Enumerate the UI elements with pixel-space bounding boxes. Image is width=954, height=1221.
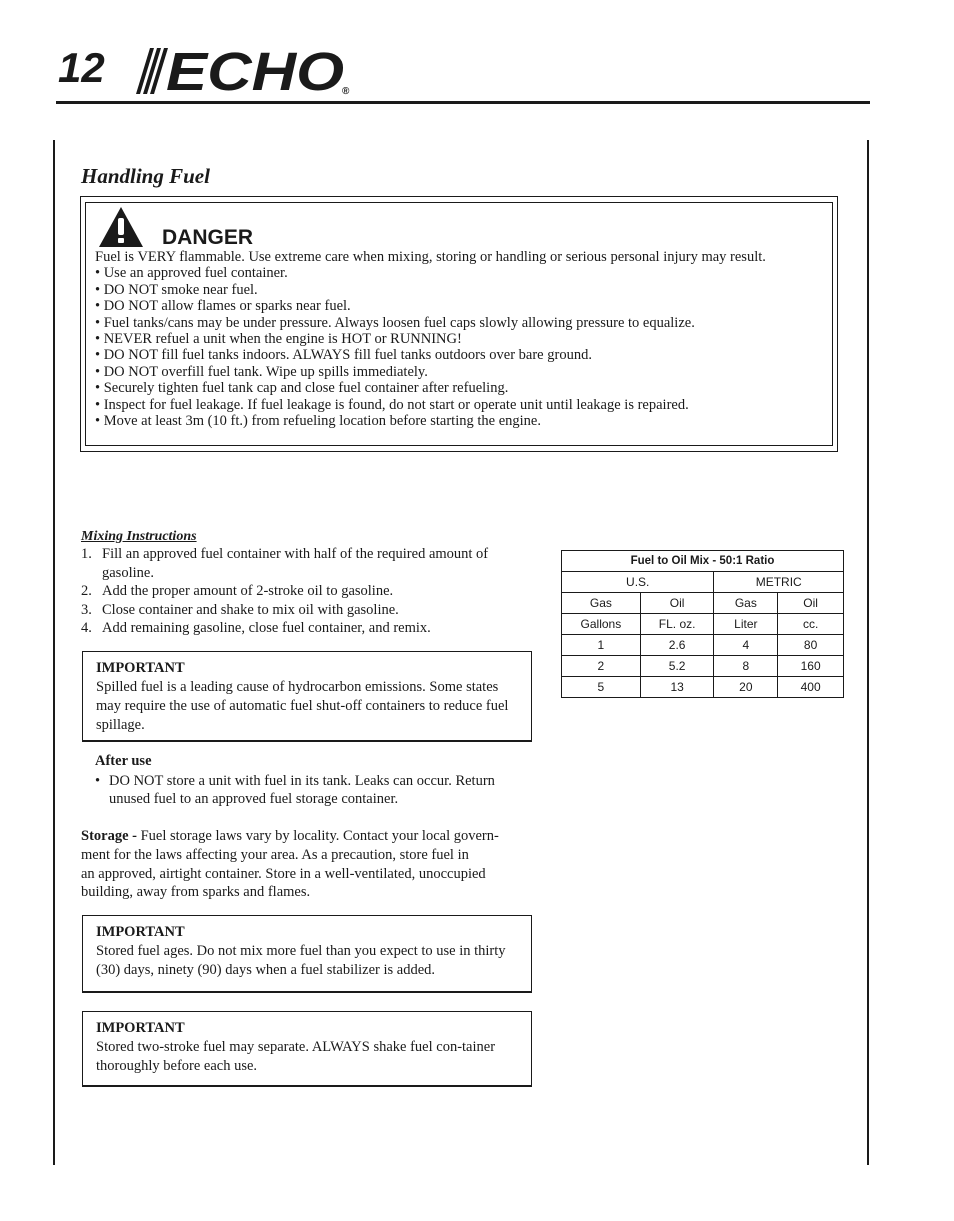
- table-unit: Liter: [714, 614, 778, 635]
- mixing-step: [81, 545, 533, 582]
- step-text: Fill an approved fuel container with half of the required amount of gasoline.: [102, 546, 489, 581]
- after-use-heading: After use: [95, 753, 152, 769]
- step-text: Add the proper amount of 2-stroke oil to gasoline.: [102, 583, 394, 599]
- table-cell: 2.6: [640, 635, 714, 656]
- danger-item: • Move at least 3m (10 ft.) from refueling location before starting the engine.: [95, 413, 827, 429]
- table-cell: 1: [562, 635, 641, 656]
- danger-item: • Use an approved fuel container.: [95, 265, 827, 281]
- after-use-section: [95, 752, 535, 809]
- table-cell: 5: [562, 677, 641, 698]
- step-number: 2.: [81, 583, 92, 599]
- table-row: [562, 677, 844, 698]
- important-text: Spilled fuel is a leading cause of hydrocarbon emissions. Some states may require the use of automatic fuel shut-off containers to reduce fuel spillage.: [96, 679, 509, 733]
- table-cell: 4: [714, 635, 778, 656]
- echo-logo-mark: [120, 44, 352, 96]
- mixing-step: [81, 619, 533, 638]
- mixing-step: [81, 601, 533, 620]
- step-number: 1.: [81, 546, 92, 562]
- left-margin-rule: [53, 140, 55, 1165]
- mixing-step: [81, 582, 533, 601]
- important-heading: IMPORTANT: [96, 1020, 185, 1036]
- important-box-fuel-age: [82, 915, 532, 993]
- table-unit: Gallons: [562, 614, 641, 635]
- table-cell: 20: [714, 677, 778, 698]
- header-rule: [56, 101, 870, 104]
- danger-title: DANGER: [162, 226, 254, 249]
- danger-list: [95, 265, 827, 429]
- step-number: 3.: [81, 601, 92, 618]
- page-number: 12: [58, 44, 105, 91]
- table-header: Gas: [714, 593, 778, 614]
- danger-item: • DO NOT allow flames or sparks near fuel.: [95, 298, 827, 314]
- important-heading: IMPORTANT: [96, 924, 185, 940]
- important-text: Stored fuel ages. Do not mix more fuel than you expect to use in thirty (30) days, ninety (90) days when a fuel stabilizer is added.: [96, 943, 506, 978]
- danger-text: [95, 249, 827, 429]
- table-row: [562, 656, 844, 677]
- table-header: Oil: [778, 593, 844, 614]
- danger-item: • DO NOT smoke near fuel.: [95, 282, 827, 298]
- mixing-title: Mixing Instructions: [81, 529, 197, 544]
- important-heading: IMPORTANT: [96, 660, 185, 676]
- table-header-row: [562, 593, 844, 614]
- logo-wordmark: ECHO: [166, 44, 344, 96]
- important-box-separation: [82, 1011, 532, 1087]
- table-units-row: [562, 614, 844, 635]
- after-use-item: • DO NOT store a unit with fuel in its tank. Leaks can occur. Return unused fuel to an approved fuel storage container.: [95, 772, 535, 809]
- section-title: Handling Fuel: [81, 164, 210, 188]
- table-cell: 80: [778, 635, 844, 656]
- step-text: Add remaining gasoline, close fuel container, and remix.: [102, 620, 431, 636]
- storage-line: Fuel storage laws vary by locality. Contact your local govern-: [140, 828, 499, 844]
- step-number: 4.: [81, 620, 92, 636]
- table-caption-row: [562, 551, 844, 572]
- table-cell: 8: [714, 656, 778, 677]
- table-cell: 2: [562, 656, 641, 677]
- danger-item: • Inspect for fuel leakage. If fuel leakage is found, do not start or operate unit until leakage is repaired.: [95, 397, 827, 413]
- danger-item: • Fuel tanks/cans may be under pressure. Always loosen fuel caps slowly allowing pressure to equalize.: [95, 315, 827, 331]
- table-group-row: [562, 572, 844, 593]
- storage-label: Storage -: [81, 828, 137, 844]
- step-text: Close container and shake to mix oil with gasoline.: [102, 601, 399, 618]
- warning-triangle-icon: [98, 206, 144, 248]
- danger-item: • DO NOT overfill fuel tank. Wipe up spills immediately.: [95, 364, 827, 380]
- table-cell: 160: [778, 656, 844, 677]
- table-cell: 13: [640, 677, 714, 698]
- danger-intro: Fuel is VERY flammable. Use extreme care when mixing, storing or handling or serious personal injury may result.: [95, 249, 766, 265]
- table-row: [562, 635, 844, 656]
- danger-item: • Securely tighten fuel tank cap and close fuel container after refueling.: [95, 380, 827, 396]
- table-group-us: U.S.: [562, 572, 714, 593]
- storage-line: an approved, airtight container. Store in a well-ventilated, unoccupied: [81, 865, 486, 882]
- table-unit: cc.: [778, 614, 844, 635]
- danger-item: • DO NOT fill fuel tanks indoors. ALWAYS fill fuel tanks outdoors over bare ground.: [95, 347, 827, 363]
- table-caption: Fuel to Oil Mix - 50:1 Ratio: [562, 551, 844, 572]
- important-box-emissions: [82, 651, 532, 742]
- storage-line: building, away from sparks and flames.: [81, 884, 311, 901]
- right-margin-rule: [867, 140, 869, 1165]
- echo-logo: [120, 44, 352, 96]
- table-header: Gas: [562, 593, 641, 614]
- fuel-oil-mix-table: [561, 550, 844, 698]
- table-group-metric: METRIC: [714, 572, 844, 593]
- mixing-steps: [81, 545, 533, 638]
- registered-mark: ®: [342, 86, 350, 96]
- danger-item: • NEVER refuel a unit when the engine is HOT or RUNNING!: [95, 331, 827, 347]
- table-unit: FL. oz.: [640, 614, 714, 635]
- table-cell: 400: [778, 677, 844, 698]
- important-text: Stored two-stroke fuel may separate. ALWAYS shake fuel con-tainer thoroughly before each use.: [96, 1039, 496, 1074]
- storage-line: ment for the laws affecting your area. As a precaution, store fuel in: [81, 846, 469, 863]
- table-header: Oil: [640, 593, 714, 614]
- storage-paragraph: [81, 827, 533, 902]
- table-cell: 5.2: [640, 656, 714, 677]
